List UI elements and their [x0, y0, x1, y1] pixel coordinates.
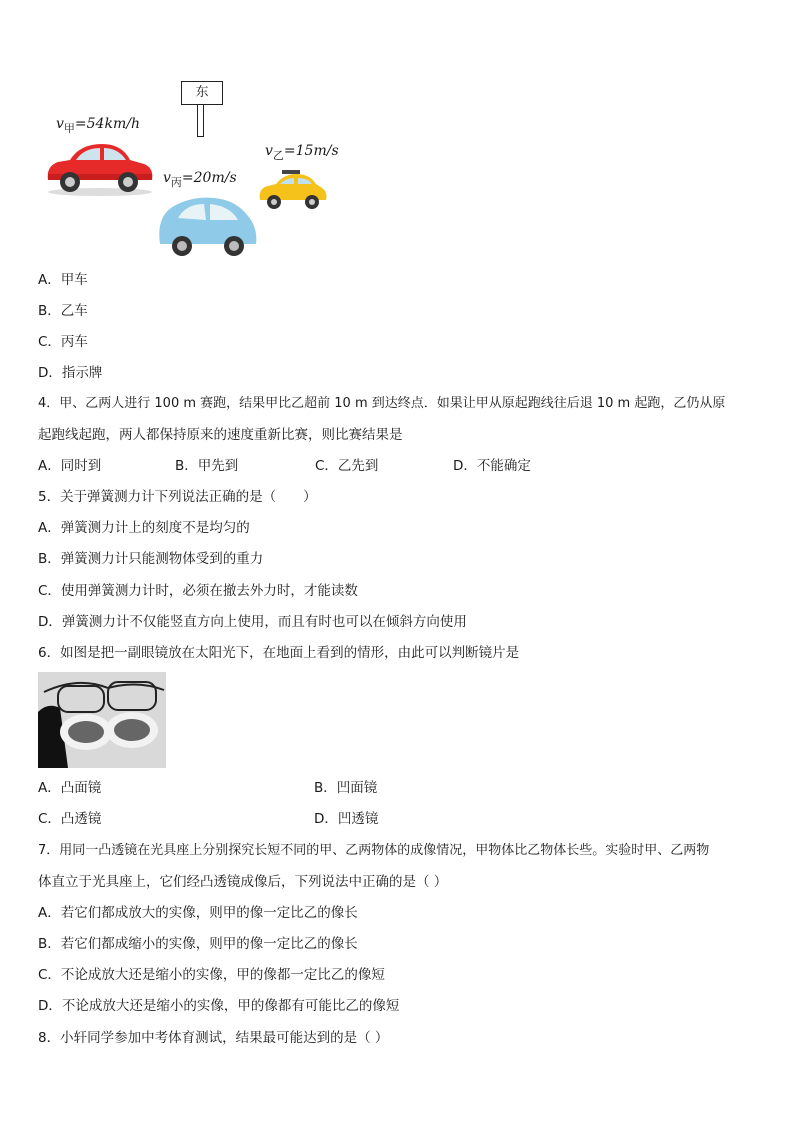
- q5-option-d[interactable]: D．弹簧测力计不仅能竖直方向上使用，而且有时也可以在倾斜方向使用: [38, 614, 467, 630]
- q5-option-c[interactable]: C．使用弹簧测力计时，必须在撤去外力时，才能读数: [38, 583, 358, 599]
- q4-option-c[interactable]: C．乙先到: [315, 458, 379, 474]
- q7-option-a[interactable]: A．若它们都成放大的实像，则甲的像一定比乙的像长: [38, 905, 358, 921]
- speed-label-jia: $v_甲=54km/h$: [56, 116, 140, 135]
- q4-option-a[interactable]: A．同时到: [38, 458, 102, 474]
- q4-stem-line2: 起跑线起跑，两人都保持原来的速度重新比赛，则比赛结果是: [38, 427, 403, 443]
- yellow-car-icon: [256, 166, 330, 214]
- glasses-shadow-image: [38, 672, 166, 768]
- q5-option-a[interactable]: A．弹簧测力计上的刻度不是均匀的: [38, 520, 250, 536]
- q5-option-b[interactable]: B．弹簧测力计只能测物体受到的重力: [38, 551, 264, 567]
- q4-stem-line1: 4．甲、乙两人进行 100 m 赛跑，结果甲比乙超前 10 m 到达终点．如果让甲从原起跑线往后退 10 m 起跑，乙仍从原: [38, 396, 726, 411]
- q6-option-c[interactable]: C．凸透镜: [38, 811, 102, 827]
- speed-label-yi: $v_乙=15m/s$: [265, 143, 339, 162]
- q8-stem: 8．小轩同学参加中考体育测试，结果最可能达到的是（ ）: [38, 1030, 389, 1046]
- q7-option-c[interactable]: C．不论成放大还是缩小的实像，甲的像都一定比乙的像短: [38, 967, 385, 983]
- red-car-icon: [44, 138, 156, 198]
- q6-stem: 6．如图是把一副眼镜放在太阳光下，在地面上看到的情形，由此可以判断镜片是: [38, 645, 520, 661]
- sign-text: 东: [195, 85, 209, 100]
- q3-option-c[interactable]: C．丙车: [38, 334, 88, 350]
- q4-option-b[interactable]: B．甲先到: [175, 458, 239, 474]
- q3-option-a[interactable]: A．甲车: [38, 272, 88, 288]
- speed-label-bing: $v_丙=20m/s$: [163, 170, 237, 189]
- q5-stem: 5．关于弹簧测力计下列说法正确的是（ ）: [38, 489, 317, 505]
- blue-car-icon: [156, 192, 260, 260]
- q4-option-d[interactable]: D．不能确定: [453, 458, 531, 474]
- q7-stem-line1: 7．用同一凸透镜在光具座上分别探究长短不同的甲、乙两物体的成像情况，甲物体比乙物体长些。实验时甲、乙两物: [38, 843, 710, 858]
- direction-sign: [181, 81, 223, 105]
- q7-option-b[interactable]: B．若它们都成缩小的实像，则甲的像一定比乙的像长: [38, 936, 358, 952]
- q6-option-a[interactable]: A．凸面镜: [38, 780, 102, 796]
- q3-option-d[interactable]: D．指示牌: [38, 365, 103, 381]
- q7-stem-line2: 体直立于光具座上，它们经凸透镜成像后，下列说法中正确的是（ ）: [38, 874, 448, 890]
- q7-option-d[interactable]: D．不论成放大还是缩小的实像，甲的像都有可能比乙的像短: [38, 998, 400, 1014]
- q3-option-b[interactable]: B．乙车: [38, 303, 88, 319]
- sign-pole: [197, 105, 204, 137]
- q6-option-b[interactable]: B．凹面镜: [314, 780, 378, 796]
- q6-option-d[interactable]: D．凹透镜: [314, 811, 379, 827]
